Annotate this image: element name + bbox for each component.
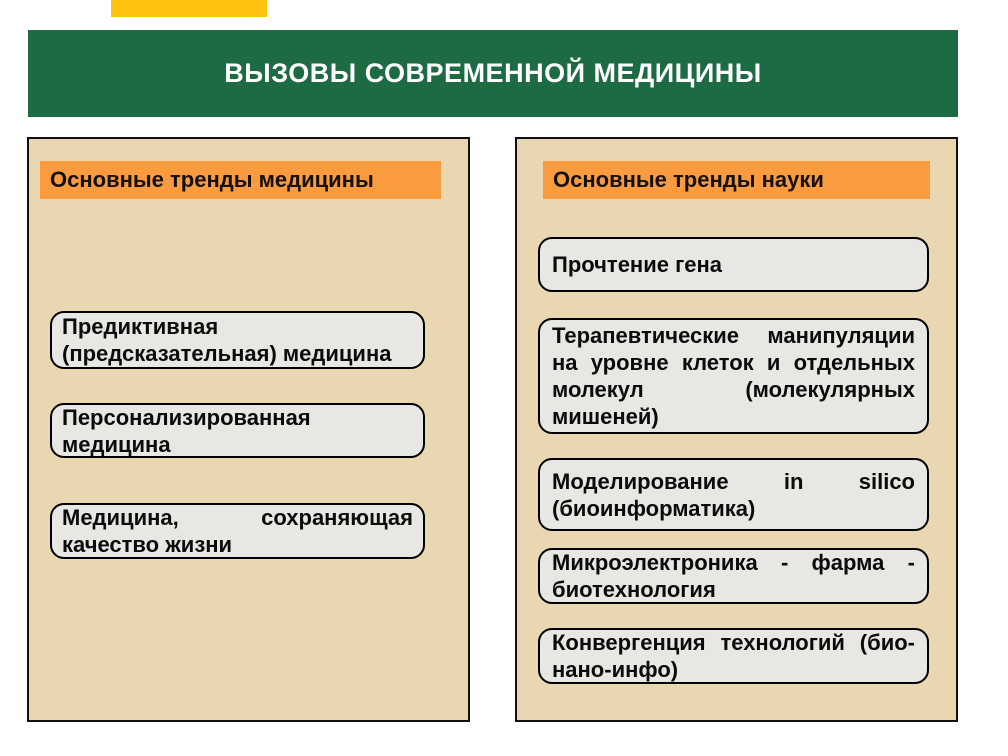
list-item-gene-reading	[538, 237, 929, 292]
medicine-trends-heading: Основные тренды медицины	[40, 161, 441, 199]
list-item-therapeutic-manipulations	[538, 318, 929, 434]
list-item-label: Предиктивная (предсказательная) медицина	[62, 314, 392, 366]
list-item-technology-convergence	[538, 628, 929, 684]
slide-title: ВЫЗОВЫ СОВРЕМЕННОЙ МЕДИЦИНЫ	[224, 58, 762, 88]
list-item-label: Медицина, сохраняющая качество жизни	[62, 505, 413, 557]
list-item-label: Микроэлектроника - фарма - биотехнология	[552, 550, 915, 602]
list-item-quality-of-life-medicine	[50, 503, 425, 559]
slide-title-banner	[28, 30, 958, 117]
science-trends-panel	[515, 137, 958, 722]
list-item-in-silico-modeling	[538, 458, 929, 531]
science-trends-heading: Основные тренды науки	[543, 161, 930, 199]
accent-yellow-tab	[111, 0, 267, 17]
list-item-predictive-medicine	[50, 311, 425, 369]
medicine-trends-panel	[27, 137, 470, 722]
list-item-label: Моделирование in silico (биоинформатика)	[552, 468, 915, 521]
list-item-label: Персонализированная медицина	[62, 404, 311, 457]
list-item-personalized-medicine	[50, 403, 425, 458]
list-item-label: Терапевтические манипуляции на уровне клеток и отдельных молекул (молекулярных мишеней)	[552, 323, 915, 429]
list-item-label: Прочтение гена	[552, 252, 723, 277]
list-item-microelectronics-pharma-biotech	[538, 548, 929, 604]
list-item-label: Конвергенция технологий (био-нано-инфо)	[552, 630, 915, 682]
